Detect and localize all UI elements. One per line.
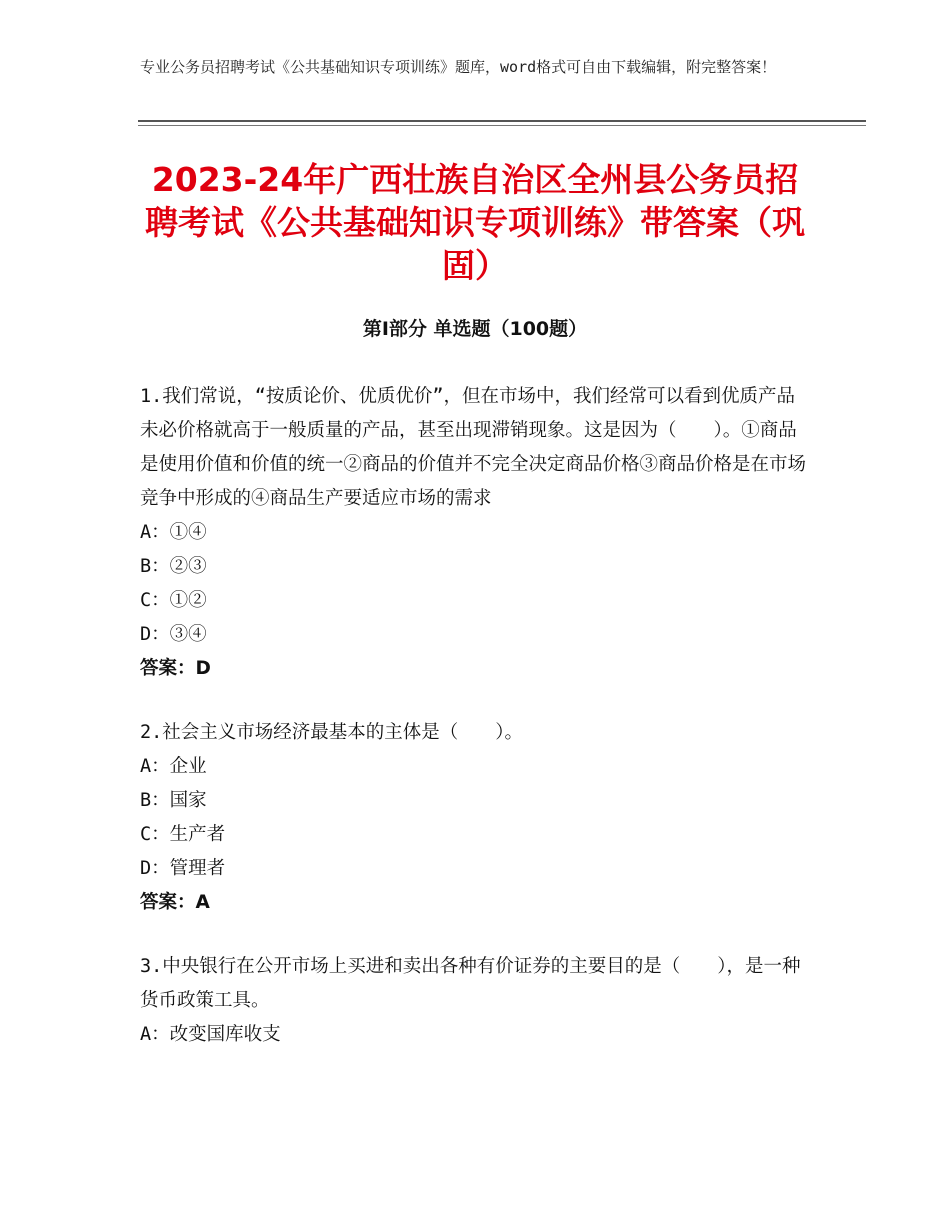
question-stem: 2.社会主义市场经济最基本的主体是（ ）。	[140, 722, 524, 743]
section-heading: 第Ⅰ部分 单选题（100题）	[362, 318, 588, 340]
document-title: 2023-24年广西壮族自治区全州县公务员招聘考试《公共基础知识专项训练》带答案（巩固）	[145, 160, 805, 285]
question-3	[140, 950, 810, 1052]
answer-line: 答案：D	[140, 658, 211, 679]
question-stem: 3.中央银行在公开市场上买进和卖出各种有价证券的主要目的是（ ），是一种货币政策工具。	[140, 956, 801, 1011]
header-divider-thick	[138, 120, 866, 122]
option-d: D：管理者	[140, 858, 226, 879]
question-1	[140, 380, 810, 686]
option-d: D：③④	[140, 624, 207, 645]
option-b: B：②③	[140, 556, 207, 577]
question-list	[140, 380, 810, 1082]
question-stem: 1.我们常说，“按质论价、优质优价”，但在市场中，我们经常可以看到优质产品未必价格就高于一般质量的产品，甚至出现滞销现象。这是因为（ ）。①商品是使用价值和价值的统一②商品的价值并不完全决定商品价格③商品价格是在市场竞争中形成的④商品生产要适应市场的需求	[140, 386, 807, 509]
option-c: C：①②	[140, 590, 207, 611]
option-a: A：①④	[140, 522, 207, 543]
option-a: A：企业	[140, 756, 207, 777]
question-2	[140, 716, 810, 920]
answer-line: 答案：A	[140, 892, 210, 913]
header-divider-thin	[138, 125, 866, 126]
option-b: B：国家	[140, 790, 207, 811]
header-note: 专业公务员招聘考试《公共基础知识专项训练》题库，word格式可自由下载编辑，附完整答案！	[140, 58, 777, 76]
option-c: C：生产者	[140, 824, 226, 845]
option-a: A：改变国库收支	[140, 1024, 281, 1045]
